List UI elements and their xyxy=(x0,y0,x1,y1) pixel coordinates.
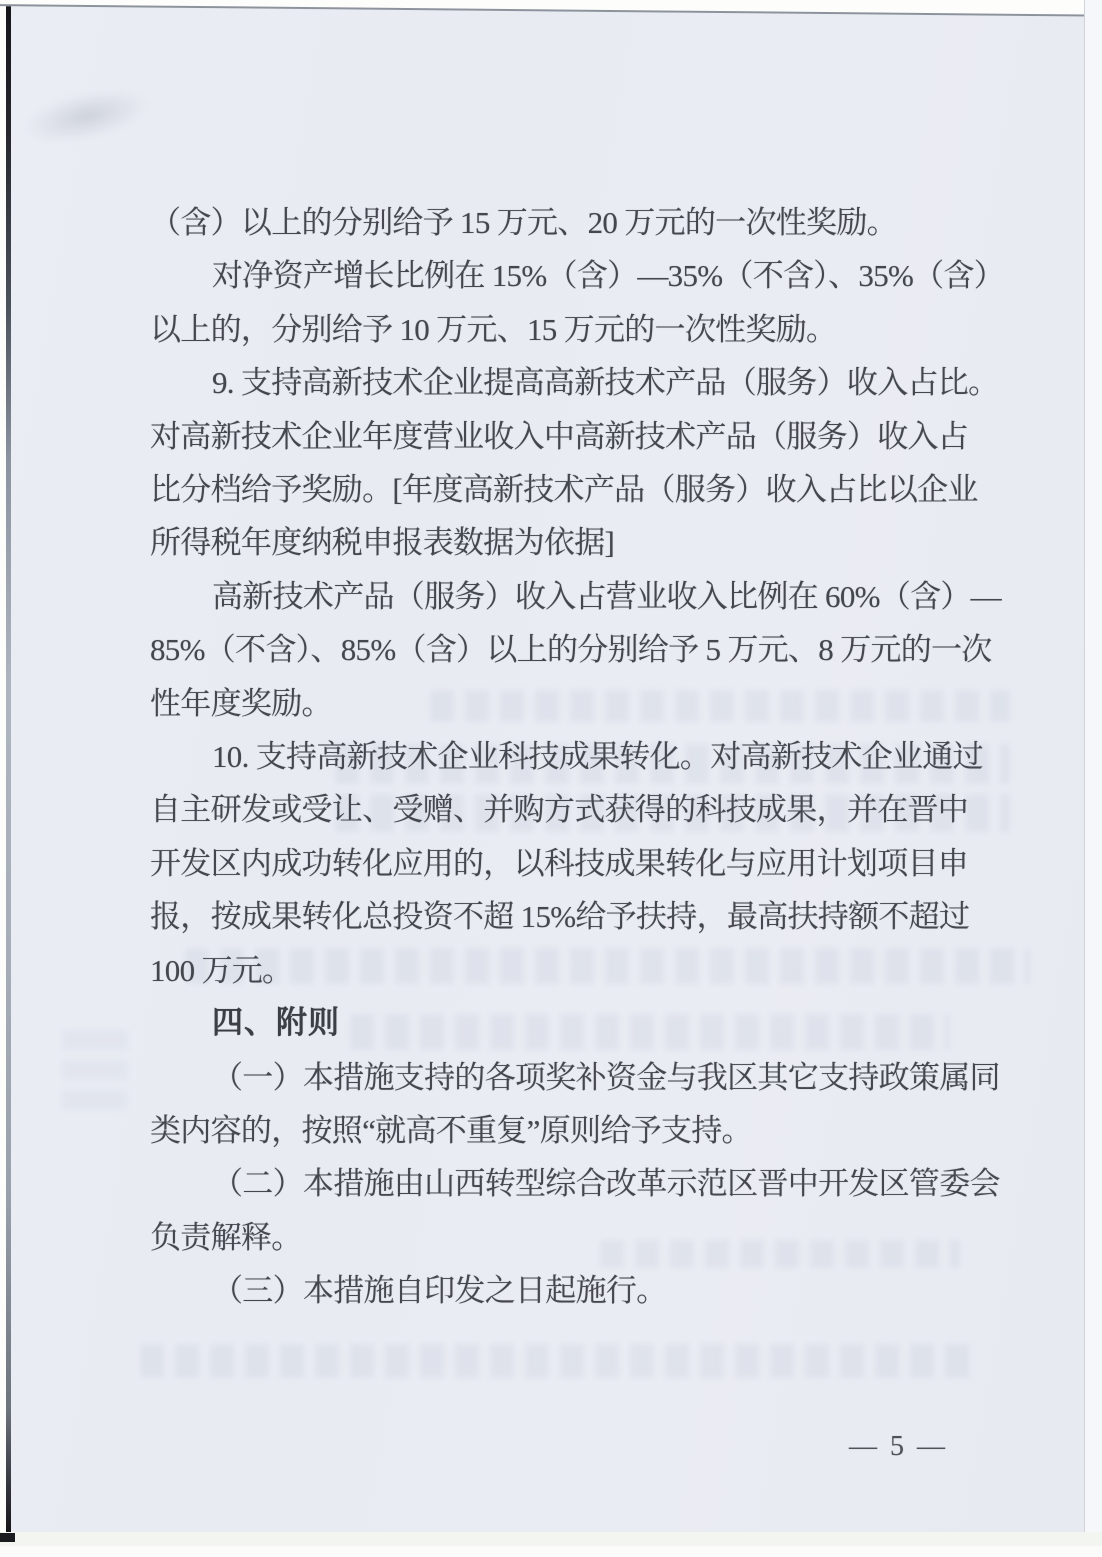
doc-line: （含）以上的分别给予 15 万元、20 万元的一次性奖励。 xyxy=(150,205,897,240)
doc-line: 报，按成果转化总投资不超 15%给予扶持，最高扶持额不超过 xyxy=(150,899,970,935)
scanner-background-right xyxy=(1084,0,1102,1557)
doc-line: 比分档给予奖励。[年度高新技术产品（服务）收入占比以企业 xyxy=(150,472,978,508)
doc-line: 100 万元。 xyxy=(150,952,293,988)
bleed-through-smudge xyxy=(62,1030,128,1120)
doc-line: 自主研发或受让、受赠、并购方式获得的科技成果，并在晋中 xyxy=(150,792,969,828)
document-body-text xyxy=(150,196,1005,1318)
doc-line: 负责解释。 xyxy=(150,1219,302,1255)
page-left-edge-shadow xyxy=(6,0,11,1532)
section-heading: 四、附则 xyxy=(212,1005,340,1042)
doc-line: 以上的，分别给予 10 万元、15 万元的一次性奖励。 xyxy=(150,311,837,347)
scanner-background-bottom xyxy=(0,1546,1102,1557)
doc-line: 10. 支持高新技术企业科技成果转化。对高新技术企业通过 xyxy=(212,739,983,775)
doc-line: 高新技术产品（服务）收入占营业收入比例在 60%（含）— xyxy=(212,578,1001,614)
doc-line: 85%（不含）、85%（含）以上的分别给予 5 万元、8 万元的一次 xyxy=(150,632,992,668)
bleed-through-smudge xyxy=(140,1344,975,1378)
page-number: — 5 — xyxy=(849,1431,948,1462)
doc-line: 对净资产增长比例在 15%（含）—35%（不含）、35%（含） xyxy=(212,258,1005,294)
doc-line: 9. 支持高新技术企业提高高新技术产品（服务）收入占比。 xyxy=(212,365,999,401)
page-corner-mark xyxy=(0,1533,15,1542)
doc-line: （一）本措施支持的各项奖补资金与我区其它支持政策属同 xyxy=(212,1059,1000,1095)
doc-line: 类内容的，按照“就高不重复”原则给予支持。 xyxy=(150,1112,752,1148)
doc-line: 开发区内成功转化应用的，以科技成果转化与应用计划项目申 xyxy=(150,845,969,881)
page-bottom-edge xyxy=(0,1532,1102,1546)
doc-line: 性年度奖励。 xyxy=(150,685,332,721)
doc-line: （三）本措施自印发之日起施行。 xyxy=(212,1273,667,1309)
doc-line: 所得税年度纳税申报表数据为依据] xyxy=(150,525,615,561)
doc-line: （二）本措施由山西转型综合改革示范区晋中开发区管委会 xyxy=(212,1166,1000,1202)
doc-line: 对高新技术企业年度营业收入中高新技术产品（服务）收入占 xyxy=(150,418,969,454)
